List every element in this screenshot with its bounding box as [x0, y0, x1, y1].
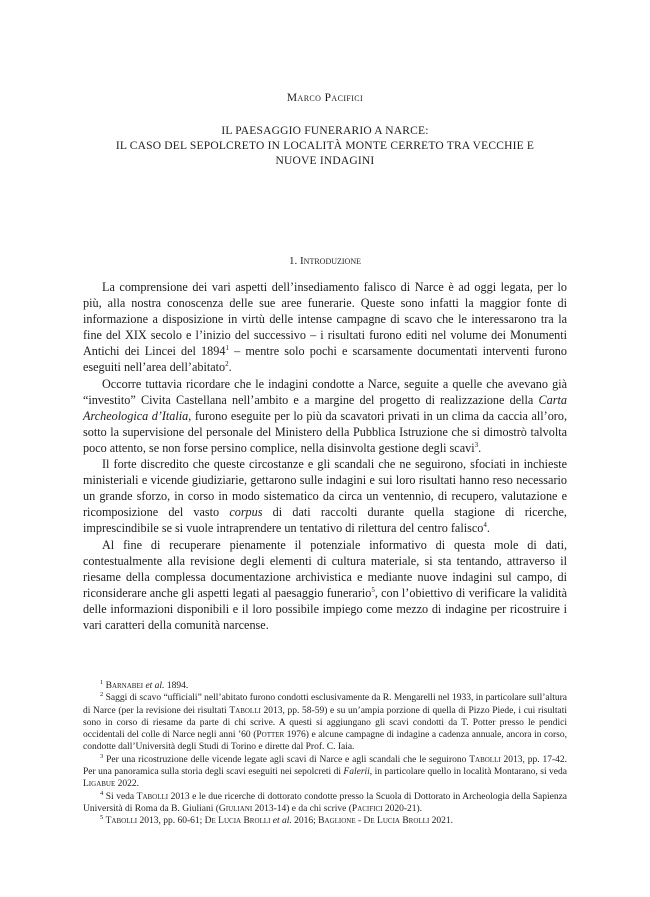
footnote: $^3$ Per una ricostruzione delle vicende legate agli scavi di Narce e agli scandali che le seguirono Tabolli 2013, pp. 17-42. Per una panoramica sulla storia degli scavi eseguiti nei sepolcreti di Falerii, in particolare quello in località Montarano, si veda Ligabue 2022.: [83, 752, 568, 790]
section-number: 1.: [289, 255, 298, 267]
footnote-ref[interactable]: 4: [483, 521, 487, 530]
section-heading: [0, 255, 650, 267]
footnote: $^4$ Si veda Tabolli 2013 e le due ricerche di dottorato condotte presso la Scuola di Dottorato in Archeologia della Sapienza Università di Roma da B. Giuliani (Giuliani 2013-14) e da chi scrive (Pacifici 2020-21).: [83, 789, 568, 814]
body-text: [83, 279, 567, 633]
footnote-ref[interactable]: 5: [371, 585, 375, 594]
title-line: IL CASO DEL SEPOLCRETO IN LOCALITÀ MONTE CERRETO TRA VECCHIE E: [115, 140, 535, 152]
paragraph: Al fine di recuperare pienamente il potenziale informativo di questa mole di dati, contestualmente alla revisione degli elementi di cultura materiale, si sta tentando, attraverso il riesame della complessa documentazione archivistica e mediante nuove indagini sul campo, di riconsiderare anche gli aspetti legati al paesaggio funerario$^5$, con l’obiettivo di verificare la validità delle informazioni disponibili e il loro possibile impiego come mezzo di indagine per ricostruire i vari caratteri della comunità narcense.: [83, 537, 567, 632]
author-name: Marco Pacifici: [286, 92, 364, 104]
paragraph: La comprensione dei vari aspetti dell’insediamento falisco di Narce è ad oggi legata, per lo più, alla nostra conoscenza delle sue aree funerarie. Queste sono infatti la maggior fonte di informazione a disposizione in virtù delle intense campagne di scavo che le interessarono tra la fine del XIX secolo e l’inizio del successivo – i risultati furono editi nel volume dei Monumenti Antichi dei Lincei del 1894$^1$ – mentre solo pochi e scarsamente documentati interventi furono eseguiti nell’area dell’abitato$^2$.: [83, 280, 567, 375]
title-line: IL PAESAGGIO FUNERARIO A NARCE:: [221, 125, 429, 137]
footnotes: [83, 680, 567, 828]
footnote-ref[interactable]: 1: [225, 344, 229, 353]
section-title: Introduzione: [300, 255, 361, 267]
footnote: $^5$ Tabolli 2013, pp. 60-61; De Lucia Brolli et al. 2016; Baglione - De Lucia Brolli 2021.: [100, 814, 454, 827]
title-line: NUOVE INDAGINI: [275, 155, 375, 167]
footnote: $^1$ Barnabei et al. 1894.: [100, 678, 189, 691]
article-title: [60, 124, 590, 169]
footnote-ref[interactable]: 2: [225, 360, 229, 369]
footnote: $^2$ Saggi di scavo “ufficiali” nell’abitato furono condotti esclusivamente da R. Mengarelli nel 1933, in particolare sull’altura di Narce (per la revisione dei risultati Tabolli 2013, pp. 58-59) e su un’ampia porzione di quella di Pizzo Piede, i cui risultati sono in corso di riesame da parte di chi scrive. A questi si aggiungano gli scavi condotti da T. Potter presso le pendici occidentali del colle di Narce negli anni ’60 (Potter 1976) e alcune campagne di indagine a cadenza annuale, ancora in corso, condotte dall’Università degli Studi di Torino e dirette dal Prof. C. Iaia.: [83, 691, 568, 753]
paragraph: Il forte discredito che queste circostanze e gli scandali che ne seguirono, sfociati in inchieste ministeriali e vicende giudiziarie, gettarono sulle indagini e sui loro risultati hanno reso necessario un grande sforzo, in corso in modo sistematico da circa un ventennio, di recupero, valutazione e ricomposizione del vasto corpus di dati raccolti durante quella stagione di ricerche, imprescindibile se si vuole intraprendere un tentativo di rilettura del centro falisco$^4$.: [83, 457, 567, 536]
footnote-ref[interactable]: 3: [474, 440, 479, 449]
paragraph: Occorre tuttavia ricordare che le indagini condotte a Narce, seguite a quelle che avevano già “investito” Civita Castellana nell’ambito e a margine del progetto di realizzazione della Carta Archeologica d’Italia, furono eseguite per lo più da scavatori privati in un clima da caccia all’oro, sotto la supervisione del personale del Ministero della Pubblica Istruzione che si dimostrò talvolta poco attento, se non forse persino complice, nella disinvolta gestione degli scavi$^3$.: [83, 376, 567, 455]
